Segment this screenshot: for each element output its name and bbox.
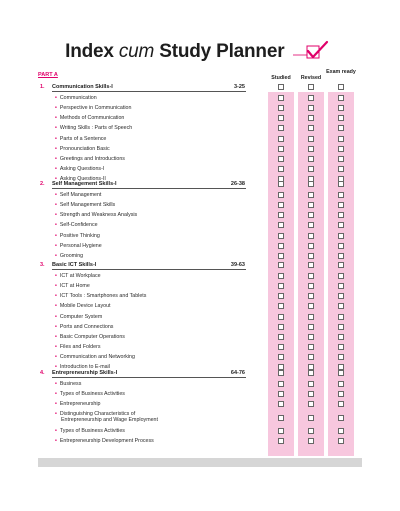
section-title: Communication Skills-I	[52, 84, 113, 90]
checkbox-exam-ready[interactable]	[338, 401, 344, 407]
list-item-label: • Grooming	[55, 252, 84, 259]
bullet-icon: •	[55, 364, 57, 370]
checkbox-studied[interactable]	[278, 202, 284, 208]
bullet-icon: •	[55, 125, 57, 132]
checkbox-revised[interactable]	[308, 146, 314, 152]
checkbox-exam-ready[interactable]	[338, 314, 344, 320]
checkbox-studied[interactable]	[278, 233, 284, 239]
list-item-label: • Self-Confidence	[55, 222, 98, 229]
checkbox-revised[interactable]	[308, 253, 314, 259]
checkbox-studied[interactable]	[278, 283, 284, 289]
checkbox-revised[interactable]	[308, 415, 314, 421]
checkbox-revised[interactable]	[308, 334, 314, 340]
list-item	[0, 191, 400, 200]
section-page-range: 26-38	[230, 181, 245, 187]
checkbox-exam-ready[interactable]	[338, 391, 344, 397]
checkbox-studied[interactable]	[278, 262, 284, 268]
checkbox-studied[interactable]	[278, 212, 284, 218]
checkbox-revised[interactable]	[308, 354, 314, 360]
list-item	[0, 343, 400, 352]
bullet-icon: •	[55, 105, 57, 112]
checkbox-exam-ready[interactable]	[338, 212, 344, 218]
checkbox-revised[interactable]	[308, 401, 314, 407]
checkbox-revised[interactable]	[308, 95, 314, 101]
checkbox-revised[interactable]	[308, 283, 314, 289]
section-page-range: 64-76	[230, 370, 245, 376]
list-item-label: • Parts of a Sentence	[55, 135, 107, 142]
checkbox-revised[interactable]	[308, 115, 314, 121]
section-header	[0, 369, 400, 378]
bullet-icon: •	[55, 323, 57, 330]
list-item	[0, 411, 400, 424]
checkbox-revised[interactable]	[308, 391, 314, 397]
list-item-label: • Asking Questions-II	[55, 175, 106, 182]
checkbox-exam-ready[interactable]	[338, 293, 344, 299]
checkbox-revised[interactable]	[308, 303, 314, 309]
list-item	[0, 313, 400, 322]
checkbox-revised[interactable]	[308, 262, 314, 268]
checkbox-exam-ready[interactable]	[338, 283, 344, 289]
checkbox-exam-ready[interactable]	[338, 273, 344, 279]
list-item-label: • ICT Tools : Smartphones and Tablets	[55, 293, 147, 300]
section-header	[0, 83, 400, 92]
part-label: PART A	[38, 72, 58, 78]
bullet-icon: •	[55, 115, 57, 122]
checkbox-exam-ready[interactable]	[338, 324, 344, 330]
checkbox-revised[interactable]	[308, 212, 314, 218]
list-item	[0, 201, 400, 210]
bullet-icon: •	[55, 175, 57, 182]
checkbox-revised[interactable]	[308, 181, 314, 187]
checkbox-exam-ready[interactable]	[338, 115, 344, 121]
bullet-icon: •	[55, 202, 57, 209]
checkbox-studied[interactable]	[278, 354, 284, 360]
section-underline	[52, 188, 246, 189]
checkbox-exam-ready[interactable]	[338, 222, 344, 228]
section-page-range: 39-63	[230, 262, 245, 268]
checkbox-studied[interactable]	[278, 314, 284, 320]
bullet-icon: •	[55, 353, 57, 360]
section-title: Basic ICT Skills-I	[52, 262, 97, 268]
list-item-label: • Entrepreneurship	[55, 401, 101, 408]
bullet-icon: •	[55, 232, 57, 239]
bullet-icon: •	[55, 212, 57, 219]
checkbox-studied[interactable]	[278, 401, 284, 407]
checkbox-studied[interactable]	[278, 243, 284, 249]
checkbox-revised[interactable]	[308, 370, 314, 376]
checkbox-exam-ready[interactable]	[338, 192, 344, 198]
checkbox-studied[interactable]	[278, 438, 284, 444]
checkbox-revised[interactable]	[308, 166, 314, 172]
list-item-label: • Business	[55, 381, 82, 388]
bullet-icon: •	[55, 283, 57, 290]
list-item-label: • Communication and Networking	[55, 353, 135, 360]
title-italic: cum	[118, 41, 155, 62]
list-item-label: • Strength and Weakness Analysis	[55, 212, 138, 219]
checkbox-exam-ready[interactable]	[338, 381, 344, 387]
checkbox-revised[interactable]	[308, 202, 314, 208]
checkbox-exam-ready[interactable]	[338, 181, 344, 187]
checkbox-studied[interactable]	[278, 344, 284, 350]
column-header-revised: Revised	[300, 75, 322, 81]
list-item	[0, 221, 400, 230]
section-page-range: 3-25	[233, 84, 245, 90]
list-item	[0, 400, 400, 409]
list-item	[0, 232, 400, 241]
checkbox-revised[interactable]	[308, 273, 314, 279]
checkbox-studied[interactable]	[278, 324, 284, 330]
checkbox-exam-ready[interactable]	[338, 415, 344, 421]
list-item-label: • Distinguishing Characteristics of Entrepreneurship and Wage Employment	[55, 411, 158, 424]
checkbox-revised[interactable]	[308, 314, 314, 320]
section-underline	[52, 91, 246, 92]
checkbox-exam-ready[interactable]	[338, 253, 344, 259]
list-item	[0, 323, 400, 332]
list-item	[0, 380, 400, 389]
list-item-label: • Self Management Skills	[55, 202, 116, 209]
bullet-icon: •	[55, 437, 57, 444]
checkbox-studied[interactable]	[278, 222, 284, 228]
section-title: Self Management Skills-I	[52, 181, 117, 187]
list-item-label: • Asking Questions-I	[55, 165, 105, 172]
list-item	[0, 292, 400, 301]
checkbox-studied[interactable]	[278, 370, 284, 376]
checkbox-exam-ready[interactable]	[338, 370, 344, 376]
checkbox-exam-ready[interactable]	[338, 344, 344, 350]
checkbox-exam-ready[interactable]	[338, 156, 344, 162]
checkbox-exam-ready[interactable]	[338, 243, 344, 249]
checkbox-exam-ready[interactable]	[338, 303, 344, 309]
title-part2: Study Planner	[154, 41, 285, 62]
bullet-icon: •	[55, 391, 57, 398]
bullet-icon: •	[55, 135, 57, 142]
list-item	[0, 135, 400, 144]
list-item-label: • ICT at Workplace	[55, 273, 101, 280]
checkbox-revised[interactable]	[308, 381, 314, 387]
checkbox-studied[interactable]	[278, 156, 284, 162]
checkbox-revised[interactable]	[308, 156, 314, 162]
list-item	[0, 104, 400, 113]
checkbox-exam-ready[interactable]	[338, 166, 344, 172]
checkbox-studied[interactable]	[278, 381, 284, 387]
checkbox-studied[interactable]	[278, 428, 284, 434]
list-item-label: • Writing Skills : Parts of Speech	[55, 125, 133, 132]
checkbox-studied[interactable]	[278, 95, 284, 101]
checkbox-studied[interactable]	[278, 136, 284, 142]
bullet-icon: •	[55, 145, 57, 152]
checkbox-exam-ready[interactable]	[338, 428, 344, 434]
checkbox-exam-ready[interactable]	[338, 354, 344, 360]
list-item	[0, 282, 400, 291]
checkbox-studied[interactable]	[278, 146, 284, 152]
checkbox-studied[interactable]	[278, 334, 284, 340]
list-item-label: • Introduction to E-mail	[55, 364, 110, 370]
bullet-icon: •	[55, 165, 57, 172]
checkbox-exam-ready[interactable]	[338, 438, 344, 444]
checkbox-exam-ready[interactable]	[338, 146, 344, 152]
bullet-icon: •	[55, 242, 57, 249]
list-item	[0, 272, 400, 281]
list-item-label: • Communication	[55, 95, 97, 102]
list-item-label: • Computer System	[55, 313, 103, 320]
checkbox-studied[interactable]	[278, 273, 284, 279]
checkbox-exam-ready[interactable]	[338, 334, 344, 340]
bullet-icon: •	[55, 427, 57, 434]
bullet-icon: •	[55, 222, 57, 229]
checkbox-exam-ready[interactable]	[338, 95, 344, 101]
checkbox-studied[interactable]	[278, 303, 284, 309]
section-number: 4.	[40, 370, 45, 376]
section-title: Entrepreneurship Skills-I	[52, 370, 118, 376]
checkbox-revised[interactable]	[308, 438, 314, 444]
list-item-label: • Personal Hygiene	[55, 242, 102, 249]
checkbox-studied[interactable]	[278, 415, 284, 421]
bullet-icon: •	[55, 155, 57, 162]
section-header	[0, 180, 400, 189]
checkbox-studied[interactable]	[278, 84, 284, 90]
checkbox-studied[interactable]	[278, 105, 284, 111]
bullet-icon: •	[55, 252, 57, 259]
list-item-label: • Types of Business Activities	[55, 391, 125, 398]
checkbox-studied[interactable]	[278, 166, 284, 172]
list-item-label: • Entrepreneurship Development Process	[55, 437, 154, 444]
bullet-icon: •	[55, 303, 57, 310]
section-number: 2.	[40, 181, 45, 187]
list-item-label: • Mobile Device Layout	[55, 303, 111, 310]
bullet-icon: •	[55, 192, 57, 199]
list-item	[0, 114, 400, 123]
checkbox-revised[interactable]	[308, 136, 314, 142]
checkbox-exam-ready[interactable]	[338, 202, 344, 208]
title-part1: Index	[65, 41, 119, 62]
checkbox-exam-ready[interactable]	[338, 84, 344, 90]
checkbox-revised[interactable]	[308, 428, 314, 434]
list-item	[0, 390, 400, 399]
list-item-label: • Basic Computer Operations	[55, 333, 125, 340]
checkbox-revised[interactable]	[308, 243, 314, 249]
checkbox-revised[interactable]	[308, 222, 314, 228]
checkbox-exam-ready[interactable]	[338, 105, 344, 111]
bullet-icon: •	[55, 333, 57, 340]
checkbox-studied[interactable]	[278, 253, 284, 259]
checkbox-revised[interactable]	[308, 344, 314, 350]
checkbox-revised[interactable]	[308, 233, 314, 239]
list-item-label: • Pronounciation Basic	[55, 145, 110, 152]
list-item	[0, 427, 400, 436]
bullet-icon: •	[55, 411, 57, 418]
checkbox-revised[interactable]	[308, 125, 314, 131]
checkbox-revised[interactable]	[308, 324, 314, 330]
list-item	[0, 94, 400, 103]
list-item-label: • Ports and Connections	[55, 323, 114, 330]
bullet-icon: •	[55, 401, 57, 408]
bullet-icon: •	[55, 313, 57, 320]
checkbox-studied[interactable]	[278, 125, 284, 131]
bullet-icon: •	[55, 343, 57, 350]
list-item-label: • Greetings and Introductions	[55, 155, 125, 162]
list-item-label: • ICT at Home	[55, 283, 90, 290]
column-header-studied: Studied	[271, 75, 291, 81]
list-item	[0, 124, 400, 133]
list-item-label: • Files and Folders	[55, 343, 101, 350]
checkbox-revised[interactable]	[308, 105, 314, 111]
checkbox-studied[interactable]	[278, 293, 284, 299]
list-item	[0, 252, 400, 261]
list-item-label: • Methods of Communication	[55, 115, 125, 122]
list-item	[0, 145, 400, 154]
bullet-icon: •	[55, 273, 57, 280]
list-item	[0, 211, 400, 220]
section-header	[0, 261, 400, 270]
list-item	[0, 155, 400, 164]
checkbox-studied[interactable]	[278, 115, 284, 121]
list-item	[0, 353, 400, 362]
list-item	[0, 165, 400, 174]
checkbox-exam-ready[interactable]	[338, 125, 344, 131]
column-header-exam-ready: Exam ready	[326, 69, 356, 75]
bullet-icon: •	[55, 95, 57, 102]
list-item	[0, 242, 400, 251]
bullet-icon: •	[55, 381, 57, 388]
list-item-label: • Perspective in Communication	[55, 105, 132, 112]
checkbox-studied[interactable]	[278, 391, 284, 397]
checkbox-studied[interactable]	[278, 192, 284, 198]
footer-bar	[38, 458, 362, 467]
checkbox-revised[interactable]	[308, 84, 314, 90]
section-underline	[52, 377, 246, 378]
checkbox-exam-ready[interactable]	[338, 136, 344, 142]
bullet-icon: •	[55, 293, 57, 300]
list-item	[0, 333, 400, 342]
checkbox-revised[interactable]	[308, 293, 314, 299]
list-item	[0, 302, 400, 311]
list-item-label: • Self Management	[55, 192, 102, 199]
checkbox-exam-ready[interactable]	[338, 262, 344, 268]
checkbox-exam-ready[interactable]	[338, 233, 344, 239]
list-item-label: • Types of Business Activities	[55, 427, 125, 434]
list-item	[0, 437, 400, 446]
checkbox-revised[interactable]	[308, 192, 314, 198]
section-number: 1.	[40, 84, 45, 90]
checkbox-studied[interactable]	[278, 181, 284, 187]
list-item-label: • Positive Thinking	[55, 232, 100, 239]
section-underline	[52, 269, 246, 270]
section-number: 3.	[40, 262, 45, 268]
